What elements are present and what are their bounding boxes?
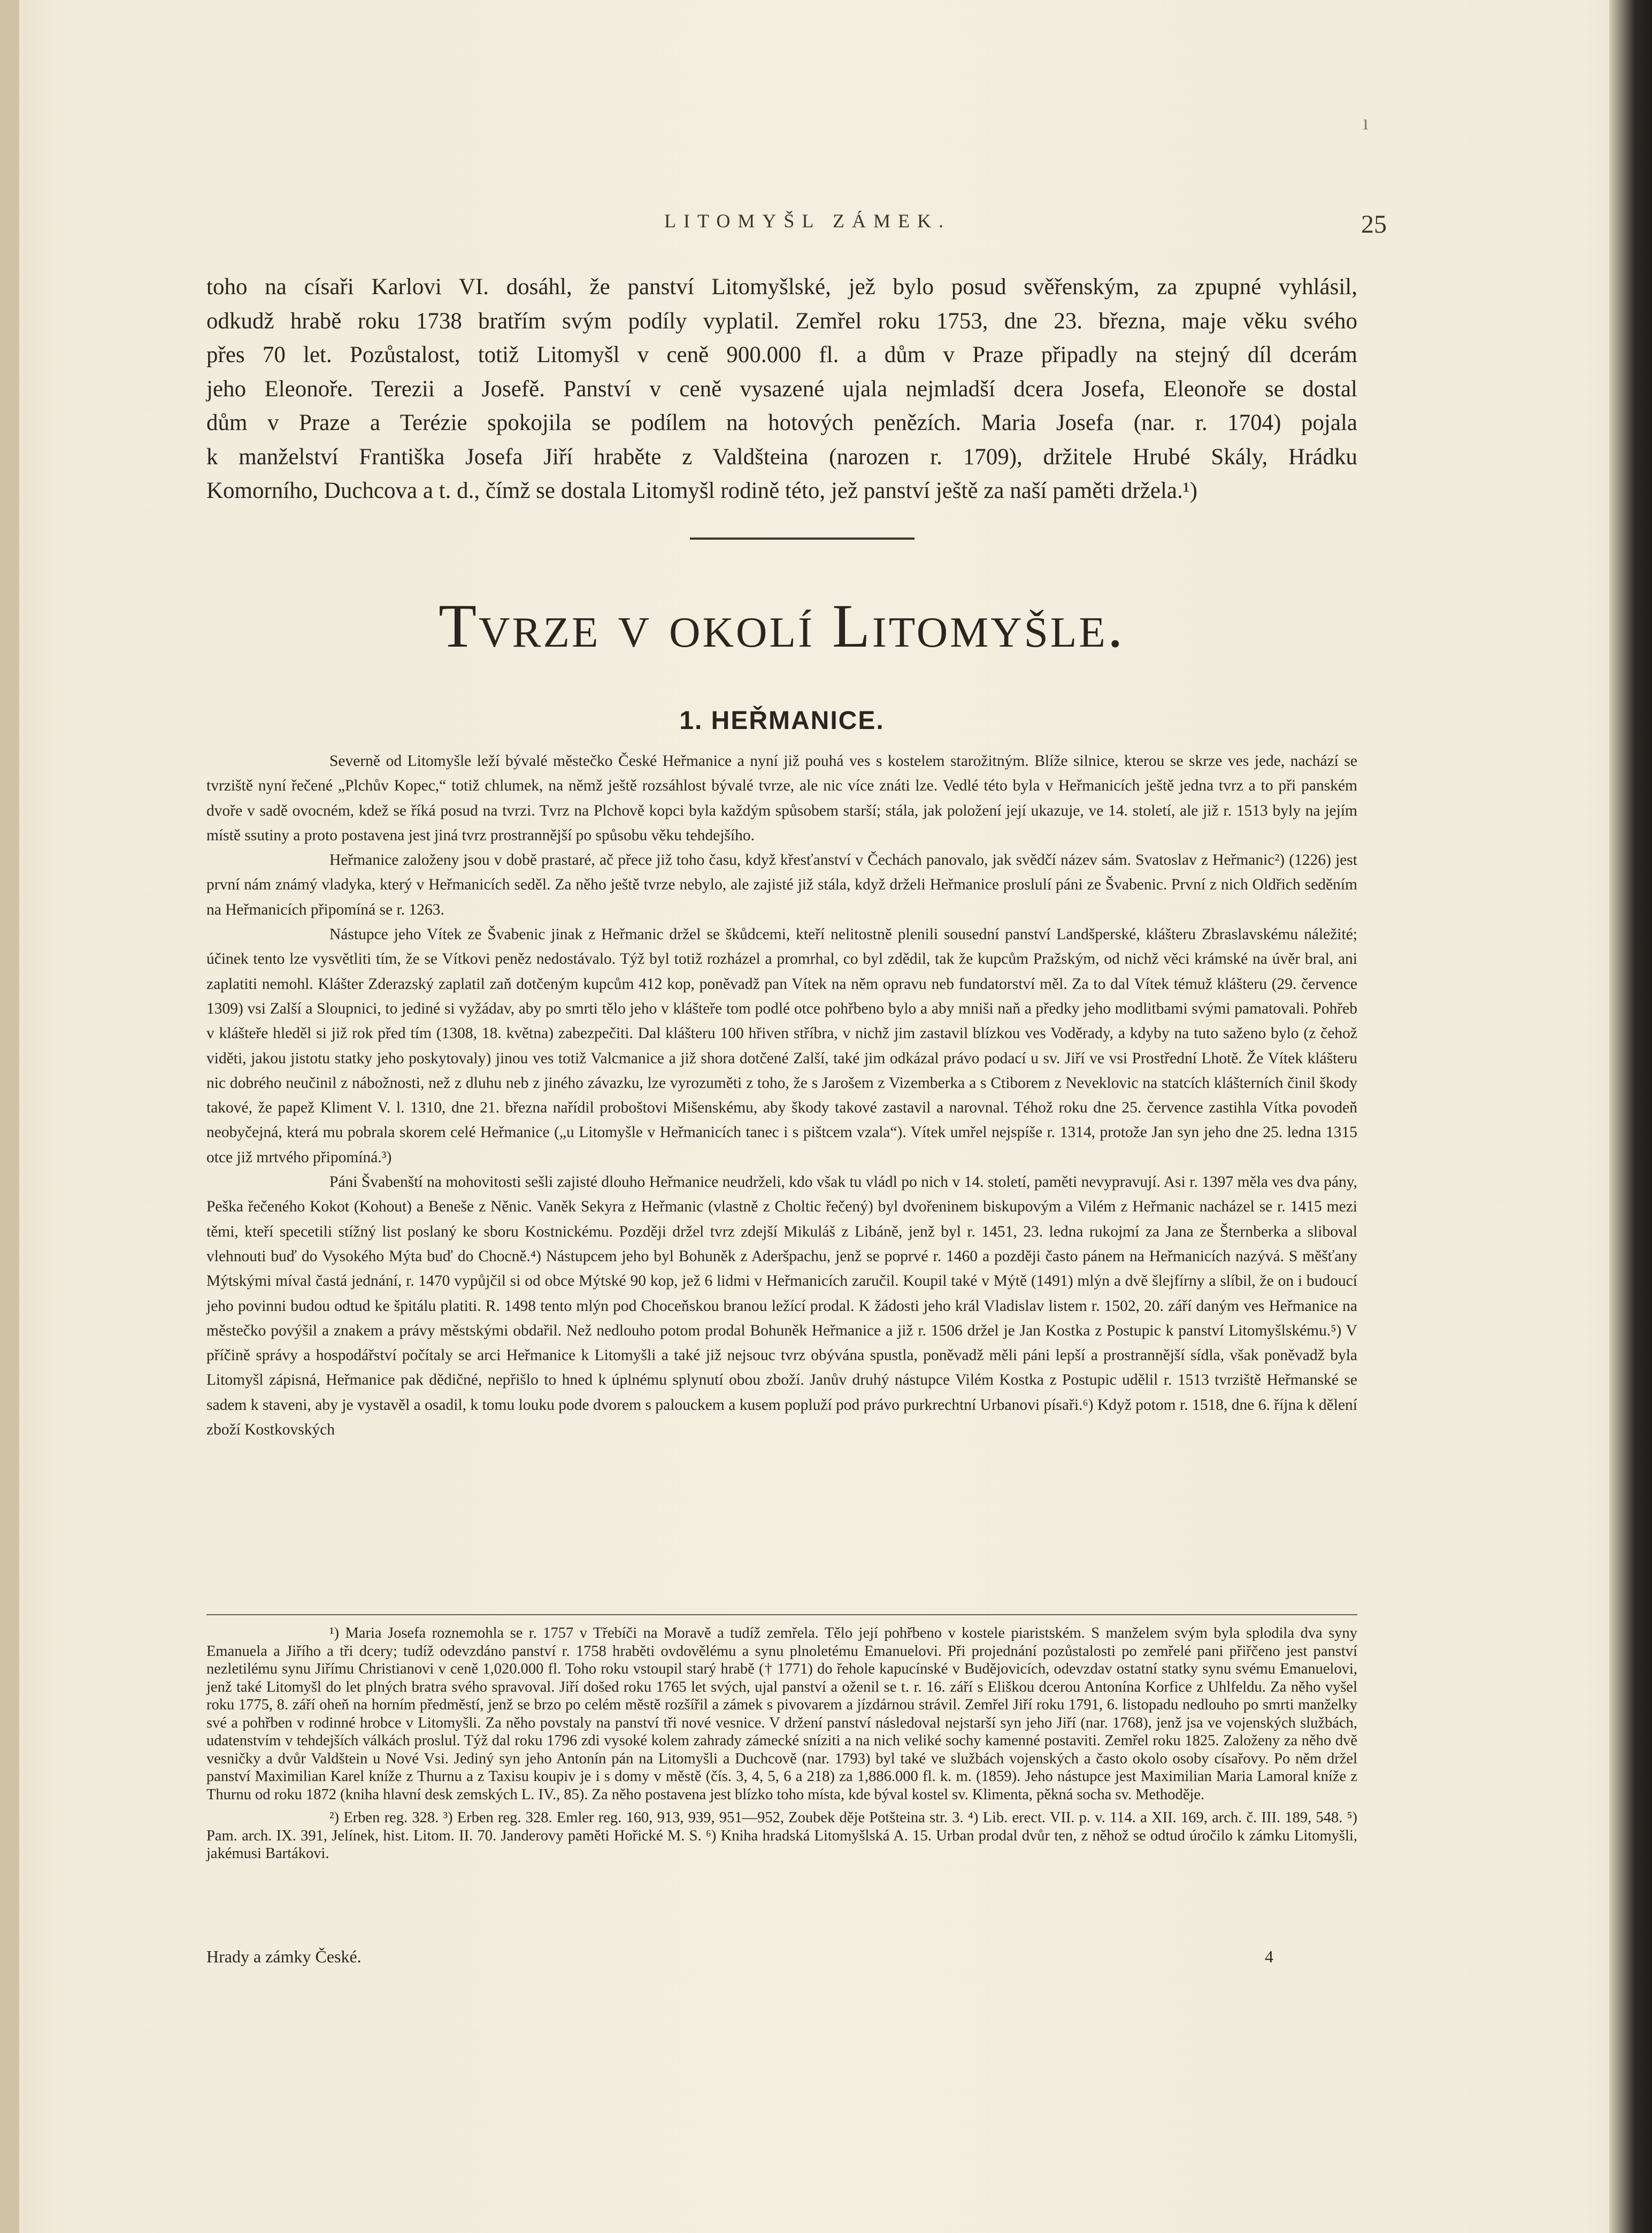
intro-line: toho na císaři Karlovi VI. dosáhl, že panství Litomyšlské, jež bylo posud svěřenským, za zpupné vyhlásil, (206, 274, 1357, 300)
intro-line: odkudž hrabě roku 1738 bratřím svým podíly vyplatil. Zemřel roku 1753, dne 23. března, maje věku svého (206, 308, 1357, 334)
intro-line: Komorního, Duchcova a t. d., čímž se dostala Litomyšl rodině této, jež panství ještě za naší paměti držela.¹) (206, 478, 1197, 503)
margin-mark: ı (1363, 110, 1369, 134)
section-title: 1. HEŘMANICE. (679, 707, 885, 735)
page-left-edge (0, 0, 19, 2233)
footnotes (206, 1624, 1357, 1868)
page-number: 25 (1361, 210, 1387, 239)
chapter-title: Tvrze v okolí Litomyšle. (439, 592, 1125, 661)
intro-line: dům v Praze a Terézie spokojila se podílem na hotových penězích. Maria Josefa (nar. r. 1704) pojala (206, 410, 1357, 435)
footer-signature-number: 4 (1265, 1947, 1273, 1966)
intro-line: přes 70 let. Pozůstalost, totiž Litomyšl v ceně 900.000 fl. a dům v Praze připadly na stejný díl dcerám (206, 342, 1357, 367)
footnote: ²) Erben reg. 328. ³) Erben reg. 328. Emler reg. 160, 913, 939, 951—952, Zoubek děje Potšteina str. 3. ⁴) Lib. erect. VII. p. v. 114. a XII. 169, arch. č. III. 189, 548. ⁵) Pam. arch. IX. 391, Jelínek, hist. Litom. II. 70. Janderovy paměti Hořické M. S. ⁶) Kniha hradská Litomyšlská A. 15. Urban prodal dvůr ten, z něhož se odtud úročilo k zámku Litomyšli, jakémusi Bartákovi. (206, 1809, 1357, 1862)
body-paragraph: Severně od Litomyšle leží bývalé městečko České Heřmanice a nyní již pouhá ves s kostelem starožitným. Blíže silnice, kterou se skrze ves jede, nachází se tvrziště nyní řečené „Plchův Kopec,“ totiž chlumek, na němž ještě rozsáhlost bývalé tvrze, ale nic více znáti lze. Vedlé této byla v Heřmanicích ještě jedna tvrz a to při panském dvoře v sadě ovocném, kdež se říká posud na tvrzi. Tvrz na Plchově kopci byla každým spůsobem starší; stála, jak položení její ukazuje, ve 14. století, ale již r. 1513 byly na jejím místě ssutiny a proto postavena jest jiná tvrz prostrannější po spůsobu věku tehdejšího. (206, 753, 1357, 844)
body-paragraph: Heřmanice založeny jsou v době prastaré, ač přece již toho času, když křesťanství v Čechách panovalo, jak svědčí název sám. Svatoslav z Heřmanic²) (1226) jest první nám známý vladyka, který v Heřmanicích seděl. Za něho ještě tvrze nebylo, ale zajisté již stála, když drželi Heřmanice proslulí páni ze Švabenic. První z nich Oldřich seděním na Heřmanicích připomíná se r. 1263. (206, 851, 1357, 918)
footer-series-title: Hrady a zámky České. (206, 1947, 362, 1966)
footnote-rule (206, 1614, 1357, 1615)
intro-line: jeho Eleonoře. Terezii a Josefě. Panství v ceně vysazené ujala nejmladší dcera Josefa, Eleonoře se dostal (206, 376, 1357, 402)
intro-paragraph (206, 270, 1357, 508)
section-divider-rule (690, 538, 915, 540)
intro-line: k manželství Františka Josefa Jiří hraběte z Valdšteina (narozen r. 1709), držitele Hrubé Skály, Hrádku (206, 444, 1357, 470)
running-head: LITOMYŠL ZÁMEK. (664, 210, 951, 232)
body-paragraph: Nástupce jeho Vítek ze Švabenic jinak z Heřmanic držel se škůdcemi, kteří nelitostně plenili sousední panství Landšperské, klášteru Zbraslavskému náležité; účinek tento lze vysvětliti tím, že se Vítkovi peněz nedostávalo. Týž byl totiž rozházel a promrhal, co byl zdědil, tak že kupcům Pražským, od nichž věci krámské na úvěr bral, ani zaplatiti nemohl. Klášter Zderazský zaplatil zaň dotčeným kupcům 412 kop, poněvadž pan Vítek na něm opravu neb fundatorství měl. Za to dal Vítek témuž klášteru (29. července 1309) vsi Zalší a Sloupnici, to jediné si vyžádav, aby po smrti tělo jeho v klášteře tom podlé otce pohřbeno bylo a aby mniši naň a předky jeho modlitbami svými pamatovali. Pohřeb v klášteře hleděl si již rok před tím (1308, 18. května) zabezpečiti. Dal klášteru 100 hřiven stříbra, v nichž jim zastavil blízkou ves Voděrady, a kdyby na tuto saženo bylo (z čehož viděti, jakou jistotu statky jeho poskytovaly) jinou ves totiž Valcmanice a již shora dotčené Zalší, také jim odkázal právo podací u sv. Jiří ve vsi Prostřední Lhotě. Že Vítek klášteru nic dobrého neučinil z nábožnosti, než z dluhu neb z jiného závazku, lze vyrozuměti z toho, že s Jarošem z Vizemberka a s Ctiborem z Neveklovic na statcích klášterních činil škody takové, že papež Kliment V. l. 1310, dne 21. března nařídil proboštovi Mišenskému, aby škody takové zastavil a narovnal. Téhož roku dne 25. července zastihla Vítka povodeň neobyčejná, která mu pobrala skorem celé Heřmanice („u Litomyšle v Heřmanicích tanec i s pištcem vzala“). Vítek umřel nejspíše r. 1314, protože Jan syn jeho dne 25. ledna 1315 otce již mrtvého připomíná.³) (206, 926, 1357, 1166)
page-right-edge-binding (1609, 0, 1652, 2233)
body-paragraph: Páni Švabenští na mohovitosti sešli zajisté dlouho Heřmanice neudrželi, kdo však tu vládl po nich v 14. století, paměti nevypravují. Asi r. 1397 měla ves dva pány, Peška řečeného Kokot (Kohout) a Beneše z Něnic. Vaněk Sekyra z Heřmanic (vlastně z Choltic řečený) byl dvořeninem biskupovým a Vilém z Heřmanic nacházel se r. 1415 mezi těmi, kteří specetili stížný list poslaný ke sboru Kostnickému. Později držel tvrz zdejší Mikuláš z Libáně, jenž byl r. 1451, 23. ledna rukojmí za Jana ze Šternberka a sliboval vlehnouti buď do Vysokého Mýta buď do Chocně.⁴) Nástupcem jeho byl Bohuněk z Aderšpachu, jenž se poprvé r. 1460 a později často pánem na Heřmanicích nazývá. S měšťany Mýtskými míval častá jednání, r. 1470 vypůjčil si od obce Mýtské 90 kop, jež 6 lidmi v Heřmanicích zaručil. Koupil také v Mýtě (1491) mlýn a dvě šlejfírny a slíbil, že on i budoucí jeho povinni budou odtud ke špitálu platiti. R. 1498 tento mlýn pod Choceňskou branou ležící prodal. K žádosti jeho král Vladislav listem r. 1502, 20. září daným ves Heřmanice na městečko povýšil a znakem a právy městskými obdařil. Než nedlouho potom prodal Bohuněk Heřmanice a již r. 1506 držel je Jan Kostka z Postupic k panství Litomyšlskému.⁵) V příčině správy a hospodářství počítaly se arci Heřmanice k Litomyšli a také již nejsouc tvrz obývána spustla, poněvadž měli páni lepší a prostrannější sídla, však poněvadž byla Litomyšl zápisná, Heřmanice pak dědičné, nepřišlo to hned k úplnému splynutí obou zboží. Janův druhý nástupce Vilém Kostka z Postupic udělil r. 1513 tvrziště Heřmanské se sadem k staveni, aby je vystavěl a osadil, k tomu louku pode dvorem s palouckem a kusem popluží pod právo purkrechtní Urbanovi písaři.⁶) Když potom r. 1518, dne 6. října k dělení zboží Kostkovských (206, 1173, 1357, 1439)
body-text (206, 749, 1357, 1442)
footnote: ¹) Maria Josefa roznemohla se r. 1757 v Třebíči na Moravě a tudíž zemřela. Tělo její pohřbeno v kostele piaristském. S manželem svým byla splodila dva syny Emanuela a Jiřího a tři dcery; tudíž odevzdáno panství r. 1758 hraběti ovdovělému a synu plnoletému Emanuelovi. Při projednání pozůstalosti po zemřelé pani přiřčeno jest panství nezletilému synu Jiřímu Christianovi v ceně 1,020.000 fl. Toho roku vstoupil starý hrabě († 1771) do řehole kapucínské v Budějovicích, odevzdav ostatní statky synu svému Emanuelovi, jenž také Litomyšl do let plných bratra svého spravoval. Jiří došed roku 1765 let svých, ujal panství a oženil se t. r. 16. září s Eliškou dcerou Antonína Korfice z Uhlfeldu. Za něho vyšel roku 1775, 8. září oheň na horním předměstí, jenž se brzo po celém městě rozšířil a zámek s pivovarem a jízdárnou strávil. Zemřel Jiří roku 1791, 6. listopadu nedlouho po smrti manželky své a pohřben v rodinné hrobce v Litomyšli. Za něho povstaly na panství tři nové vesnice. V držení panství následoval nejstarší syn jeho Jiří (nar. 1768), jenž jsa ve vojenských službách, udatenstvím v tehdejších válkách proslul. Týž dal roku 1796 zdi vysoké kolem zahrady zámecké sníziti a na nich veliké sochy kamenné postaviti. Zemřel roku 1825. Založeny za něho dvě vesničky a dvůr Valdštein u Nové Vsi. Jediný syn jeho Antonín pán na Litomyšli a Duchcově (nar. 1793) byl také ve službách vojenských a často okolo osoby císařovy. Po něm držel panství Maximilian Karel kníže z Thurnu a z Taxisu koupiv je i s domy v městě (čís. 3, 4, 5, 6 a 218) za 1,886.000 fl. k. m. (1859). Jeho nástupce jest Maximilian Maria Lamoral kníže z Thurnu od roku 1872 (kniha hlavní desk zemských L. IV., 85). Za něho postavena jest blízko toho místa, kde býval kostel sv. Klimenta, pěkná socha sv. Methoděje. (206, 1625, 1357, 1803)
